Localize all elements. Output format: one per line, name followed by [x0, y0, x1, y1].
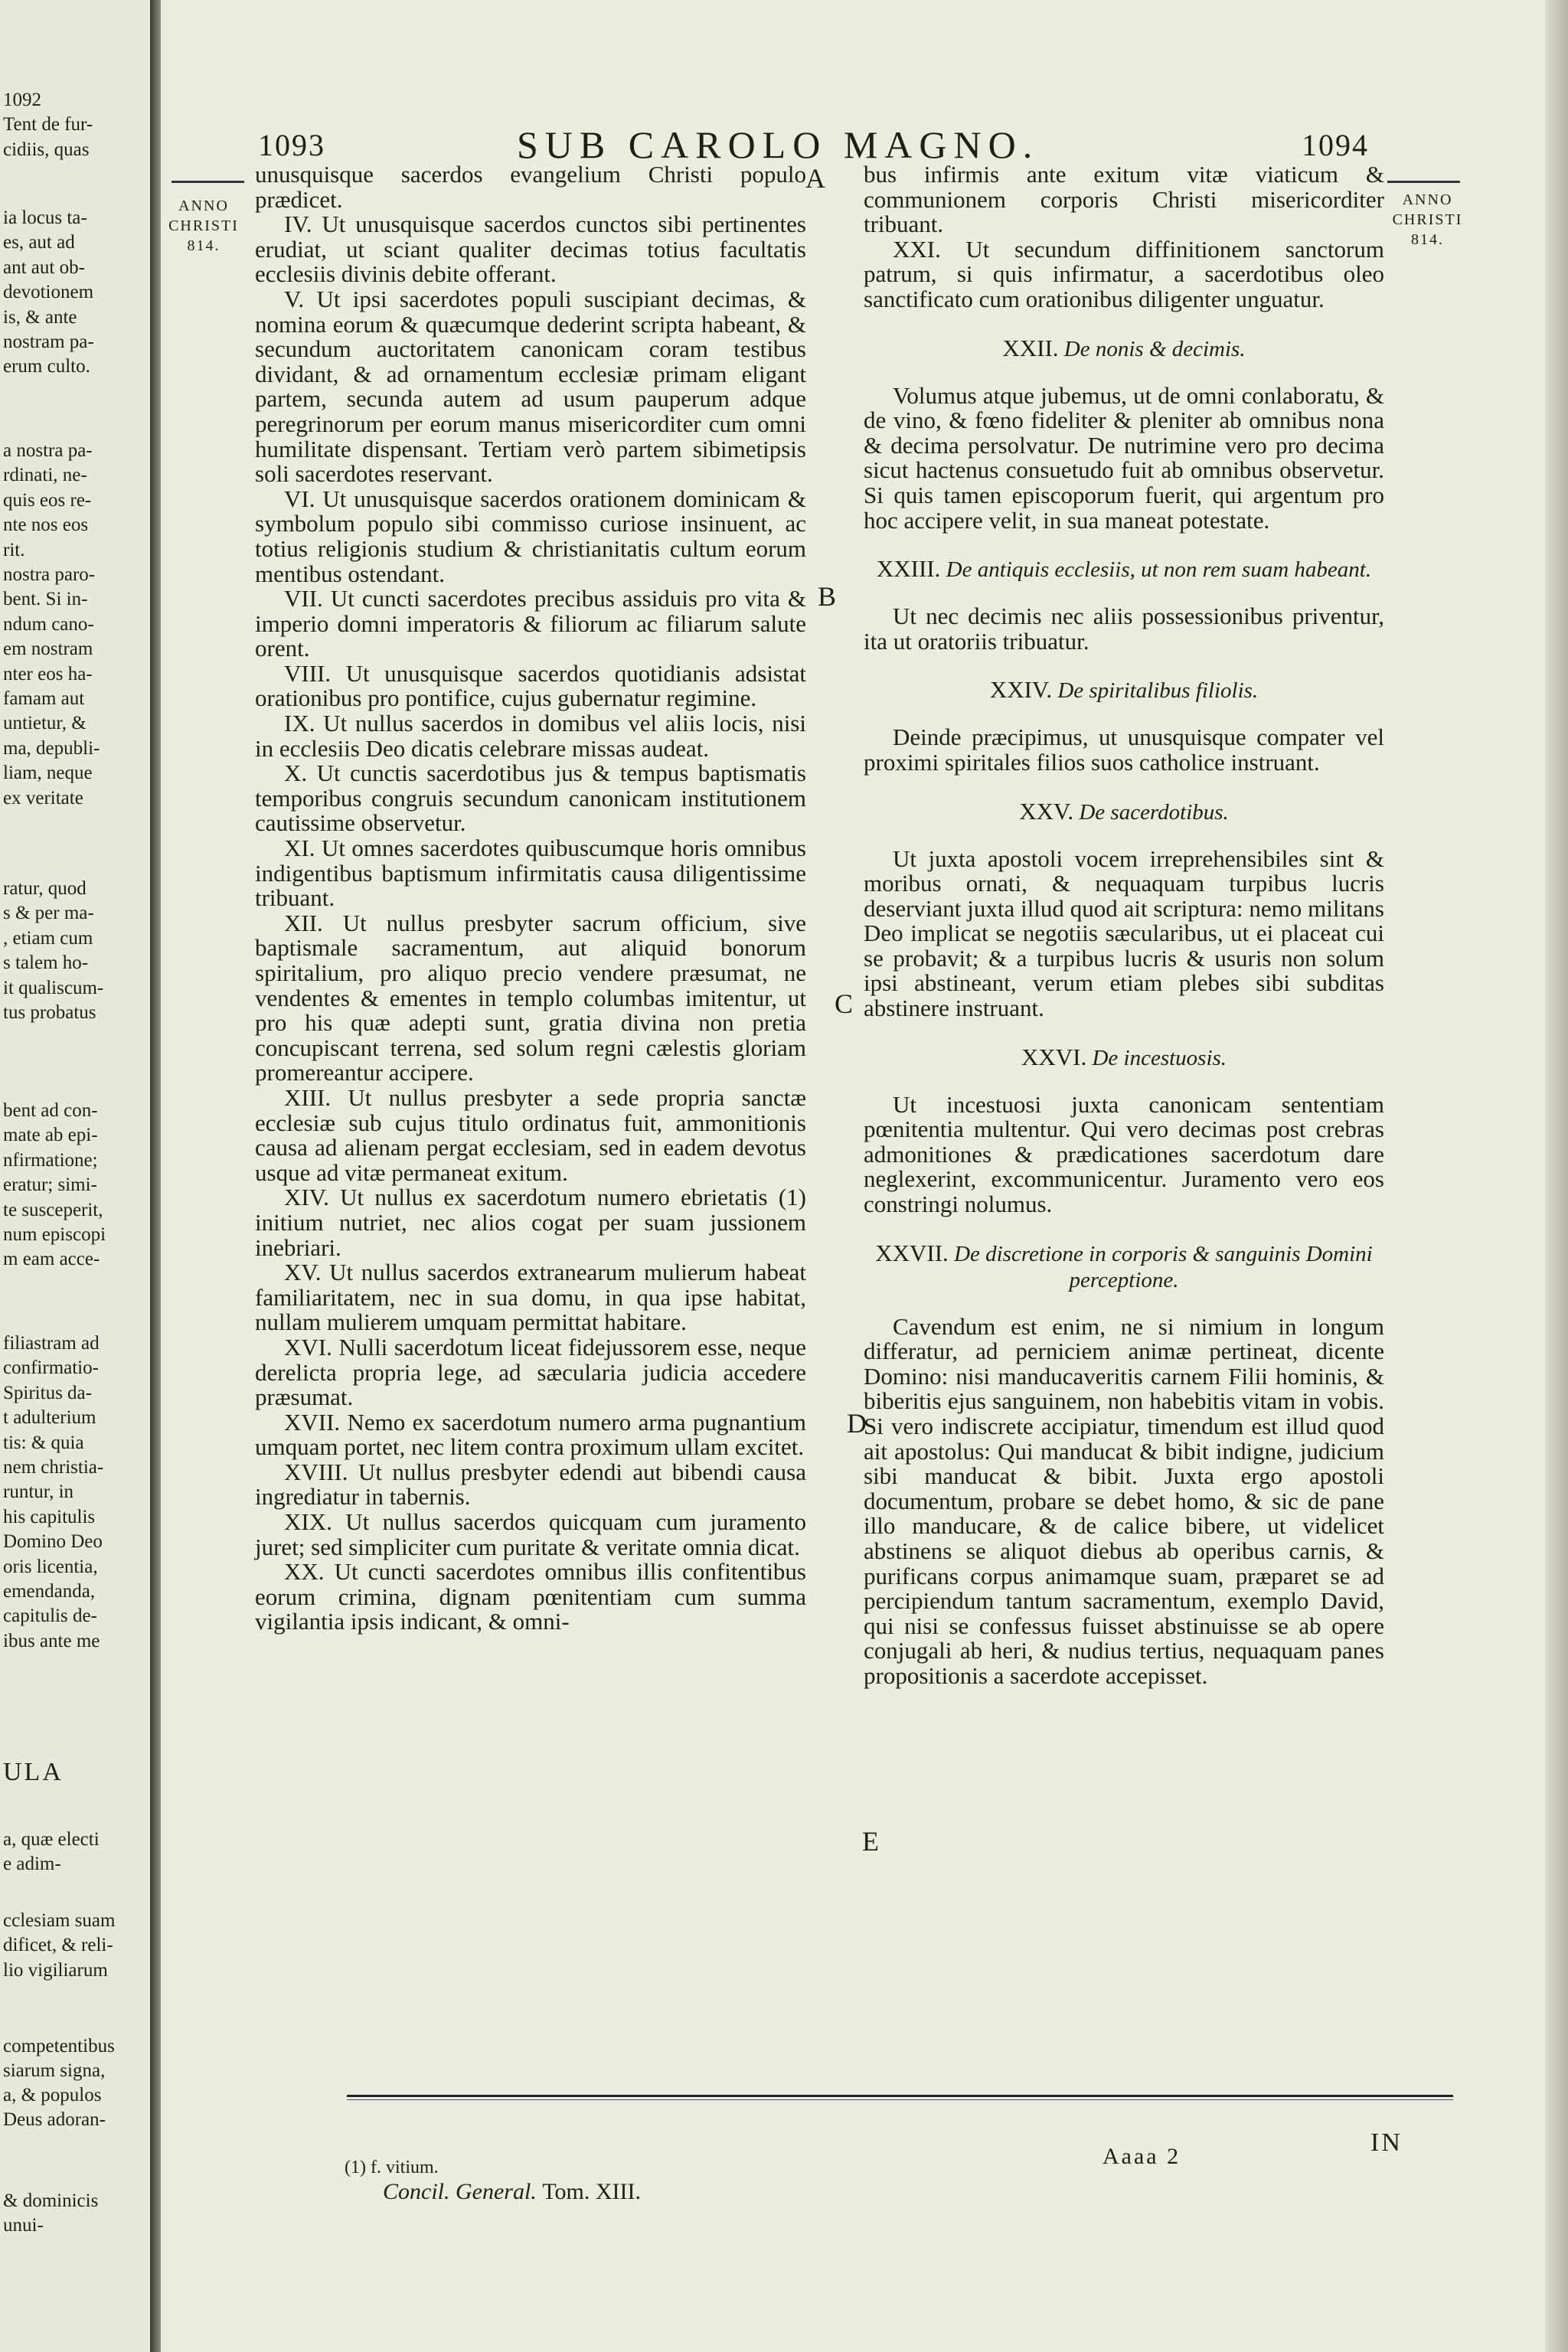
- left-page-line: siarum signa,: [3, 2060, 106, 2081]
- chapter-number: XXIV.: [989, 676, 1053, 704]
- left-page-line: a nostra pa-: [3, 440, 93, 461]
- left-page-line: cidiis, quas: [3, 139, 90, 160]
- paragraph: VIII. Ut unusquisque sacerdos quotidianis adsistat orationibus pro pontifice, cujus gubernatur regimine.: [255, 659, 806, 712]
- chapter-title: De incestuosis.: [1092, 1045, 1227, 1070]
- left-page-line: m eam acce-: [3, 1249, 100, 1270]
- chapter-number: XXVI.: [1021, 1043, 1087, 1070]
- left-page-line: erum culto.: [3, 356, 90, 377]
- left-page-line: s & per ma-: [3, 903, 94, 924]
- chapter-number: XXV.: [1019, 797, 1074, 825]
- chapter-number: XXII.: [1002, 334, 1059, 361]
- left-page-fragment: [0, 0, 150, 2352]
- anno-label: ANNO: [1402, 191, 1453, 208]
- chapter-heading: [864, 1240, 1384, 1293]
- paragraph: XII. Ut nullus presbyter sacrum officium, sive baptismale sacramentum, aut aliquid bonorum spiritalium, pro aliquo precio vendere præsumat, ne vendentes & ementes in templo columbas imitentur, ut pro his quæ adepti sunt, gratia divina non pretia concupiscant terrena, sed solum regni cælestis gloriam promereantur accipere.: [255, 909, 806, 1086]
- paragraph: unusquisque sacerdos evangelium Christi populo prædicet.: [255, 161, 806, 213]
- paragraph: XVII. Nemo ex sacerdotum numero arma pugnantium umquam portet, nec litem contra proximum ullam excitet.: [255, 1408, 806, 1461]
- left-page-line: bent ad con-: [3, 1100, 98, 1121]
- left-page-line: nte nos eos: [3, 514, 89, 536]
- anno-label: ANNO: [178, 198, 229, 214]
- left-page-line: capitulis de-: [3, 1606, 97, 1627]
- left-page-line: em nostram: [3, 639, 93, 660]
- left-page-line: t adulterium: [3, 1407, 96, 1429]
- paragraph: IX. Ut nullus sacerdos in domibus vel aliis locis, nisi in ecclesiis Deo dicatis celebrare missas audeat.: [255, 710, 806, 762]
- left-page-line: ratur, quod: [3, 878, 87, 899]
- chapter-heading: [864, 335, 1384, 362]
- paragraph: Ut juxta apostoli vocem irreprehensibiles sint & moribus ornati, & nequaquam turpibus lucris deserviant juxta illud quod ait scriptura: nemo militans Deo implicat se negotiis sæcularibus, ut ei placeat cui se probavit; & a turpibus lucris & usuris non solum ipsi abstineant, verum etiam plebes sibi subditas abstinere instruant.: [864, 844, 1384, 1022]
- main-page: [161, 0, 1568, 2352]
- paragraph: IV. Ut unusquisque sacerdos cunctos sibi pertinentes erudiat, ut sciant qualiter decimas totius facultatis ecclesiis divinis debite offerant.: [255, 211, 806, 288]
- source-volume: Tom. XIII.: [542, 2179, 642, 2204]
- chapter-title: De discretione in corporis & sanguinis Domini perceptione.: [954, 1241, 1373, 1292]
- christi-label: CHRISTI: [168, 217, 239, 234]
- christi-label: CHRISTI: [1392, 211, 1463, 228]
- footnote: (1) f. vitium.: [345, 2158, 439, 2177]
- paragraph: Ut nec decimis nec aliis possessionibus priventur, ita ut oratoriis tribuatur.: [864, 603, 1384, 655]
- left-page-line: ex veritate: [3, 787, 83, 808]
- left-page-line: nem christia-: [3, 1457, 104, 1478]
- paragraph: XXI. Ut secundum diffinitionem sanctorum patrum, si quis infirmatur, a sacerdotibus oleo sanctificato cum orationibus diligenter unguatur.: [864, 235, 1384, 312]
- header-rule-left: [172, 181, 244, 183]
- left-page-line: ant aut ob-: [3, 256, 85, 278]
- paragraph: XIV. Ut nullus ex sacerdotum numero ebrietatis (1) initium nutriet, nec alios cogat per suam jussionem inebriari.: [255, 1184, 806, 1261]
- left-page-line: unui-: [3, 2215, 44, 2236]
- left-page-line: & dominicis: [3, 2190, 99, 2211]
- left-page-line: s talem ho-: [3, 952, 89, 974]
- running-title: SUB CAROLO MAGNO.: [517, 123, 1040, 166]
- paragraph: XVI. Nulli sacerdotum liceat fidejussorem esse, neque derelicta propria lege, ad sæcularia judicia accedere præsumat.: [255, 1333, 806, 1411]
- left-page-line: emendanda,: [3, 1581, 96, 1602]
- left-page-line: te susceperit,: [3, 1199, 103, 1220]
- left-page-line: liam, neque: [3, 763, 93, 784]
- anno-christi-left: [161, 196, 247, 256]
- left-page-line: ma, depubli-: [3, 737, 100, 759]
- paragraph: X. Ut cunctis sacerdotibus jus & tempus baptismatis temporibus congruis secundum canonicam institutionem cautissime observetur.: [255, 760, 806, 837]
- right-column: [864, 162, 1384, 1689]
- anno-christi-right: [1380, 190, 1475, 250]
- paragraph: Cavendum est enim, ne si nimium in longum differatur, ad perniciem animæ pertineat, dicente Domino: nisi manducaveritis carnem Filii hominis, & biberitis ejus sanguinem, non habebitis vitam in vobis. Si vero indiscrete accipiatur, timendum est illud quod ait apostolus: Qui manducat & bibit indigne, judicium sibi manducat & bibit. Juxta ergo apostoli documentum, probare se debet homo, & sic de pane illo manducare, & de calice bibere, ut videlicet abstinens se aliquot diebus ab operibus carnis, & purificans corpus animamque suam, præparet se ad percipiendum tantum sacramentum, exemplo David, qui nisi se confessus fuisset abstinuisse se ab opere conjugali ab heri, & nudius tertius, nequaquam panes propositionis a sacerdote accepisset.: [864, 1312, 1384, 1689]
- source-citation: [383, 2179, 641, 2205]
- left-page-line: tis: & quia: [3, 1432, 84, 1453]
- chapter-number: XXIII.: [876, 555, 941, 583]
- left-page-line: quis eos re-: [3, 489, 92, 511]
- left-page-line: Deus adoran-: [3, 2109, 106, 2130]
- paragraph: VII. Ut cuncti sacerdotes precibus assiduis pro vita & imperio domni imperatoris & filiorum ac filiarum salute orent.: [255, 585, 806, 662]
- left-page-line: a, quæ electi: [3, 1829, 100, 1850]
- left-page-line: nostra paro-: [3, 564, 96, 585]
- chapter-title: De spiritalibus filiolis.: [1057, 678, 1259, 704]
- left-page-line: ULA: [3, 1758, 64, 1786]
- book-gutter: [150, 0, 161, 2352]
- paragraph: XX. Ut cuncti sacerdotes omnibus illis confitentibus eorum crimina, dignam pœnitentiam cum summa vigilantia ipsis indicant, & omni-: [255, 1558, 806, 1635]
- left-page-line: famam aut: [3, 688, 85, 709]
- margin-letter-a: A: [805, 163, 825, 194]
- left-page-line: nfirmatione;: [3, 1149, 98, 1171]
- left-page-line: ibus ante me: [3, 1630, 100, 1651]
- left-page-line: it qualiscum-: [3, 977, 104, 998]
- paragraph: Ut incestuosi juxta canonicam sententiam pœnitentia multentur. Qui vero decimas post crebras admonitiones & prædicationes sacerdotum dare neglexerint, excommunicentur. Juramento vero eos constringi nolumus.: [864, 1090, 1384, 1218]
- left-page-line: bent. Si in-: [3, 589, 88, 610]
- chapter-title: De antiquis ecclesiis, ut non rem suam habeant.: [946, 557, 1372, 583]
- left-page-line: oris licentia,: [3, 1556, 98, 1577]
- catchword: IN: [1370, 2128, 1403, 2157]
- left-page-line: Tent de fur-: [3, 114, 93, 136]
- left-page-line: untietur, &: [3, 713, 87, 734]
- paragraph: bus infirmis ante exitum vitæ viaticum & communionem corporis Christi misericorditer tribuant.: [864, 161, 1384, 238]
- left-page-line: runtur, in: [3, 1481, 74, 1503]
- left-page-line: cclesiam suam: [3, 1910, 116, 1931]
- paragraph: XV. Ut nullus sacerdos extranearum mulierum habeat familiaritatem, nec in sua domu, in qua ipse habitat, nullam mulierem umquam permittat habitare.: [255, 1259, 806, 1336]
- header-rule-right: [1387, 181, 1460, 183]
- left-page-line: , etiam cum: [3, 927, 93, 949]
- left-page-line: ndum cano-: [3, 613, 94, 635]
- left-page-line: is, & ante: [3, 306, 77, 328]
- left-page-line: dificet, & reli-: [3, 1935, 113, 1956]
- chapter-title: De nonis & decimis.: [1063, 336, 1246, 361]
- left-page-line: ia locus ta-: [3, 207, 87, 228]
- paragraph: Deinde præcipimus, ut unusquisque compater vel proximi spiritales filios suos catholice instruant.: [864, 724, 1384, 776]
- paragraph: XIX. Ut nullus sacerdos quicquam cum juramento juret; sed simpliciter cum puritate & veritate omnia dicat.: [255, 1508, 806, 1560]
- page-edge: [1545, 0, 1568, 2352]
- left-page-line: num episcopi: [3, 1224, 106, 1245]
- left-page-line: nter eos ha-: [3, 663, 93, 684]
- margin-letter-d: D: [847, 1408, 867, 1439]
- year-label: 814.: [1411, 231, 1444, 248]
- chapter-heading: [864, 556, 1384, 583]
- chapter-heading: [864, 1044, 1384, 1071]
- footer-rule-thin: [347, 2099, 1453, 2100]
- paragraph: XVIII. Ut nullus presbyter edendi aut bibendi causa ingrediatur in tabernis.: [255, 1458, 806, 1511]
- left-page-line: tus probatus: [3, 1002, 96, 1023]
- footer-rule: [347, 2095, 1453, 2097]
- paragraph: XIII. Ut nullus presbyter a sede propria sanctæ ecclesiæ sub cujus titulo ordinatus fuit, ammonitionis causa ad alienam pergat ecclesiam, sed in eadem devotus usque ad vitæ permaneat exitum.: [255, 1083, 806, 1186]
- left-page-line: lio vigiliarum: [3, 1959, 108, 1981]
- left-page-line: devotionem: [3, 282, 94, 303]
- chapter-heading: [864, 799, 1384, 825]
- paragraph: Volumus atque jubemus, ut de omni conlaboratu, & de vino, & fœno fideliter & pleniter ab omnibus nona & decima persolvatur. De nutrimine vero pro decima sicut hactenus consuetudo fuit ab omnibus observetur. Si quis tamen episcoporum fuerit, qui argentum pro hoc accipere velit, in sua maneat potestate.: [864, 381, 1384, 534]
- left-column: [255, 162, 806, 1635]
- left-page-line: his capitulis: [3, 1506, 96, 1527]
- chapter-title: De sacerdotibus.: [1079, 799, 1229, 825]
- chapter-heading: [864, 677, 1384, 704]
- left-page-line: Spiritus da-: [3, 1382, 92, 1403]
- source-title: Concil. General.: [383, 2179, 537, 2204]
- signature-mark: Aaaa 2: [1102, 2144, 1181, 2169]
- margin-letter-c: C: [835, 988, 854, 1019]
- year-label: 814.: [187, 237, 220, 254]
- left-page-line: eratur; simi-: [3, 1174, 97, 1196]
- paragraph: V. Ut ipsi sacerdotes populi suscipiant decimas, & nomina eorum & quæcumque dederint scripta habeant, & secundum auctoritatem canonicam coram testibus dividant, & ad ornamentum ecclesiæ primam eligant partem, secunda autem ad usum pauperum adque peregrinorum per eorum manus misericorditer cum omni humilitate dispensant. Tertiam verò partem sibimetipsis soli sacerdotes reservant.: [255, 285, 806, 488]
- left-page-line: rit.: [3, 539, 25, 560]
- margin-letter-e: E: [862, 1826, 879, 1857]
- left-page-line: confirmatio-: [3, 1357, 99, 1379]
- left-page-line: filiastram ad: [3, 1333, 100, 1354]
- page-number-right: 1094: [1302, 128, 1369, 162]
- left-page-line: mate ab epi-: [3, 1125, 98, 1146]
- margin-letter-b: B: [818, 581, 837, 612]
- chapter-number: XXVII.: [875, 1239, 949, 1266]
- left-page-line: 1092: [3, 90, 41, 110]
- paragraph: VI. Ut unusquisque sacerdos orationem dominicam & symbolum populo sibi commisso curiose insinuent, ac totius religionis studium & christianitatis cultum eorum mentibus ostendant.: [255, 485, 806, 587]
- left-page-line: rdinati, ne-: [3, 465, 87, 486]
- left-page-line: Domino Deo: [3, 1531, 103, 1553]
- left-page-line: competentibus: [3, 2036, 115, 2056]
- paragraph: XI. Ut omnes sacerdotes quibuscumque horis omnibus indigentibus baptismum infirmitatis causa diligentissime tribuant.: [255, 835, 806, 912]
- left-page-line: es, aut ad: [3, 232, 75, 253]
- page-number-left: 1093: [258, 128, 325, 162]
- left-page-line: e adim-: [3, 1854, 61, 1875]
- left-page-line: a, & populos: [3, 2085, 102, 2105]
- left-page-line: nostram pa-: [3, 332, 94, 352]
